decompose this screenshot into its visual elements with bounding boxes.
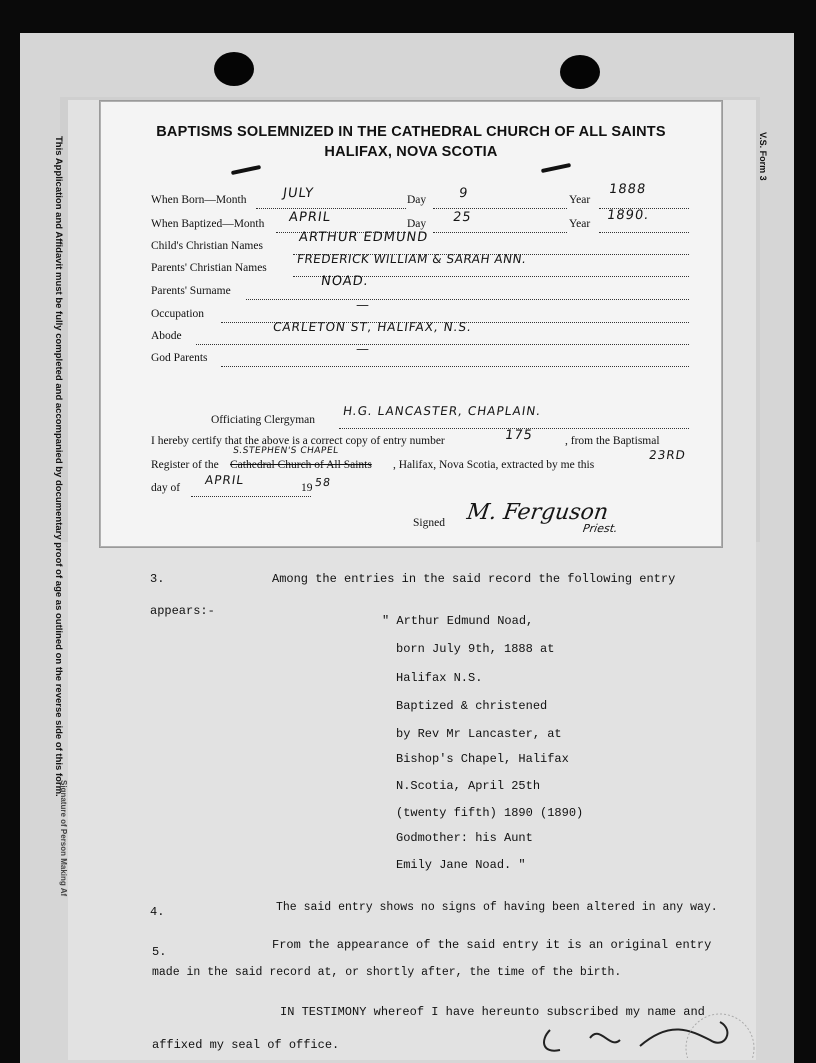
paragraph-4-text: The said entry shows no signs of having been altered in any way. <box>276 901 718 914</box>
value-parents-names: FREDERICK WILLIAM & SARAH ANN. <box>296 252 528 266</box>
signature-title: Priest. <box>582 522 619 535</box>
quote-line: Halifax N.S. <box>396 671 483 685</box>
value-parents-surname: NOAD. <box>319 274 370 289</box>
paragraph-3-cont: appears:- <box>150 604 215 618</box>
register-insert: S.STEPHEN'S CHAPEL <box>232 446 340 456</box>
extract-day: 23RD <box>648 448 687 462</box>
quote-line: (twenty fifth) 1890 (1890) <box>396 806 584 820</box>
side-signature-label: Signature of Person Making Af <box>59 780 68 897</box>
day-of-label: day of <box>151 482 181 494</box>
dotted-line <box>191 496 311 497</box>
quote-line: by Rev Mr Lancaster, at <box>396 727 562 741</box>
punch-hole-left <box>214 52 254 86</box>
dotted-line <box>221 366 689 367</box>
paragraph-5-number: 5. <box>152 945 167 959</box>
value-clergyman: H.G. LANCASTER, CHAPLAIN. <box>342 404 543 418</box>
extract-month: APRIL <box>204 473 245 487</box>
testimony-cont: affixed my seal of office. <box>152 1038 340 1052</box>
year-print: 19 <box>301 482 313 494</box>
label-child-names: Child's Christian Names <box>151 240 263 252</box>
testimony-text: IN TESTIMONY whereof I have hereunto subscribed my name and <box>280 1005 705 1019</box>
value-born-month: JULY <box>281 186 315 201</box>
label-born-month: When Born—Month <box>151 194 247 206</box>
label-parents-names: Parents' Christian Names <box>151 262 267 274</box>
form-number: V.S. Form 3 <box>758 132 768 181</box>
quote-line: N.Scotia, April 25th <box>396 779 541 793</box>
paragraph-3-text: Among the entries in the said record the following entry <box>272 572 676 586</box>
value-baptized-day: 25 <box>451 210 473 225</box>
paragraph-5-text: From the appearance of the said entry it is an original entry <box>272 938 712 952</box>
label-abode: Abode <box>151 330 182 342</box>
value-occupation: — <box>354 298 372 313</box>
entry-number: 175 <box>503 428 534 443</box>
label-born-day: Day <box>407 194 427 206</box>
label-baptized-day: Day <box>407 218 427 230</box>
quote-line: Bishop's Chapel, Halifax <box>396 752 569 766</box>
value-born-year: 1888 <box>607 182 648 197</box>
label-baptized-year: Year <box>569 218 591 230</box>
register-struck: Cathedral Church of All Saints <box>230 459 372 471</box>
bottom-signature <box>520 1010 760 1058</box>
value-child-names: ARTHUR EDMUND <box>297 230 430 245</box>
card-title-line1: BAPTISMS SOLEMNIZED IN THE CATHEDRAL CHURCH OF ALL SAINTS <box>156 124 666 140</box>
paragraph-5-cont: made in the said record at, or shortly after, the time of the birth. <box>152 966 622 979</box>
signed-label: Signed <box>413 517 445 529</box>
signature: M. Ferguson <box>465 500 610 525</box>
label-god-parents: God Parents <box>151 352 208 364</box>
register-text-a: Register of the <box>151 459 219 471</box>
value-god-parents: — <box>354 342 372 357</box>
paragraph-3-number: 3. <box>150 572 165 586</box>
quote-line: " Arthur Edmund Noad, <box>382 614 534 628</box>
certify-text-b: , from the Baptismal <box>565 435 660 447</box>
dotted-line <box>246 299 689 300</box>
dotted-line <box>599 232 689 233</box>
label-clergyman: Officiating Clergyman <box>211 414 316 426</box>
dotted-line <box>433 232 567 233</box>
value-abode: CARLETON ST, HALIFAX, N.S. <box>272 320 473 334</box>
value-baptized-month: APRIL <box>287 210 332 225</box>
value-baptized-year: 1890. <box>605 208 651 223</box>
value-born-day: 9 <box>457 186 470 201</box>
baptism-card <box>100 101 722 547</box>
quote-line: Emily Jane Noad. " <box>396 858 526 872</box>
dotted-line <box>196 344 689 345</box>
label-born-year: Year <box>569 194 591 206</box>
dotted-line <box>256 208 406 209</box>
card-title-line2: HALIFAX, NOVA SCOTIA <box>324 144 498 160</box>
quote-line: Baptized & christened <box>396 699 548 713</box>
dotted-line <box>433 208 567 209</box>
ink-dash <box>541 163 571 173</box>
certify-text: I hereby certify that the above is a correct copy of entry number <box>151 435 445 447</box>
label-parents-surname: Parents' Surname <box>151 285 231 297</box>
paragraph-4-number: 4. <box>150 905 165 919</box>
label-occupation: Occupation <box>151 308 205 320</box>
quote-line: born July 9th, 1888 at <box>396 642 555 656</box>
year-hand: 58 <box>314 476 332 489</box>
label-baptized-month: When Baptized—Month <box>151 218 265 230</box>
register-text-b: , Halifax, Nova Scotia, extracted by me this <box>393 459 595 471</box>
ink-dash <box>231 165 261 175</box>
side-instruction: This Application and Affidavit must be fully completed and accompanied by documentary proof of age as outlined on the reverse side of this form. <box>53 136 64 797</box>
punch-hole-right <box>560 55 600 89</box>
quote-line: Godmother: his Aunt <box>396 831 533 845</box>
